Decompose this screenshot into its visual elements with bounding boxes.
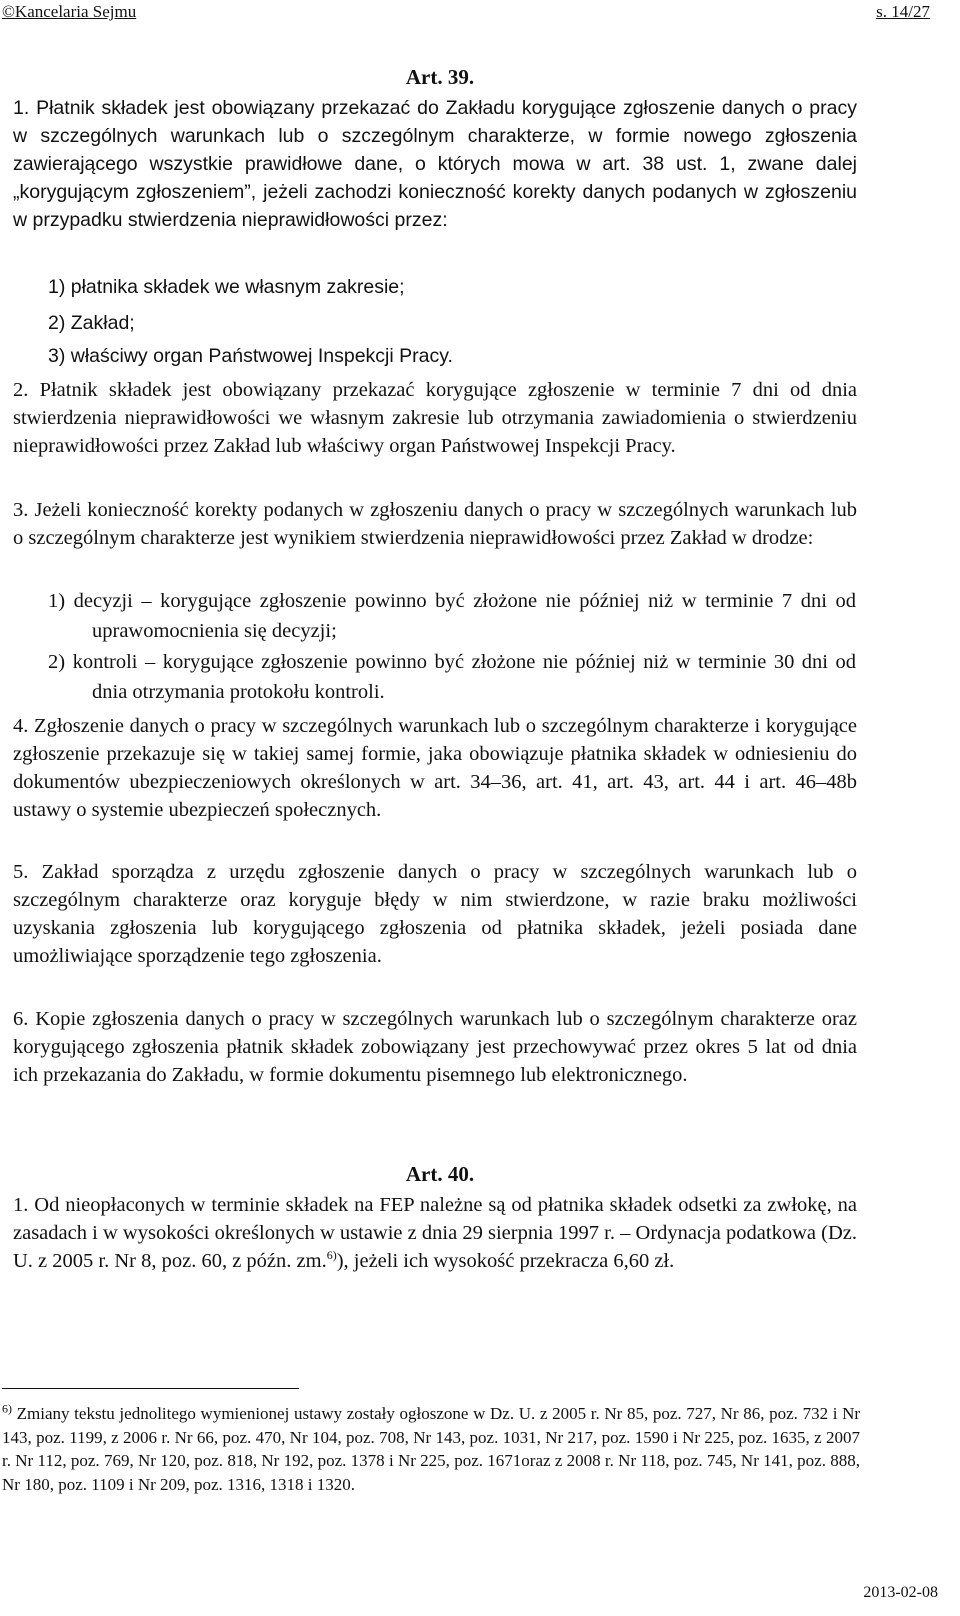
art39-paragraph-4: 4. Zgłoszenie danych o pracy w szczególnych warunkach lub o szczególnym charakterze i korygujące zgłoszenie przekazuje się w takiej samej formie, jaka obowiązuje płatnika składek w odniesieniu do dokumentów ubezpieczeniowych określonych w art. 34–36, art. 41, art. 43, art. 44 i art. 46–48b ustawy o systemie ubezpieczeń społecznych. xyxy=(13,715,857,821)
article-40-title: Art. 40. xyxy=(405,1162,475,1186)
art39-p3-item-1: 1) decyzji – korygujące zgłoszenie powinno być złożone nie później niż w terminie 7 dni od uprawomocnienia się decyzji; xyxy=(48,590,856,642)
footnote-mark: 6) xyxy=(2,1401,12,1416)
art39-paragraph-6: 6. Kopie zgłoszenia danych o pracy w szczególnych warunkach lub o szczególnym charakterze oraz korygującego zgłoszenia płatnik składek zobowiązany jest przechowywać przez okres 5 lat od dnia ich przekazania do Zakładu, w formie dokumentu pisemnego lub elektronicznego. xyxy=(13,1008,857,1086)
art39-p1-item-3: 3) właściwy organ Państwowej Inspekcji Pracy. xyxy=(48,345,453,367)
footer-date: 2013-02-08 xyxy=(863,1584,938,1601)
art39-p1-item-2: 2) Zakład; xyxy=(48,312,135,334)
art39-p3-item-2: 2) kontroli – korygujące zgłoszenie powinno być złożone nie później niż w terminie 30 dni od dnia otrzymania protokołu kontroli. xyxy=(48,651,856,703)
art40-p1-text: 1. Od nieopłaconych w terminie składek na FEP należne są od płatnika składek odsetki za zwłokę, na zasadach i w wysokości określonych w ustawie z dnia 29 sierpnia 1997 r. – Ordynacja podatkowa (Dz. U. z 2005 r. Nr 8, poz. 60, z późn. zm. xyxy=(13,1194,857,1272)
footnote-text: Zmiany tekstu jednolitego wymienionej ustawy zostały ogłoszone w Dz. U. z 2005 r. Nr 85, poz. 727, Nr 86, poz. 732 i Nr 143, poz. 1199, z 2006 r. Nr 66, poz. 470, Nr 104, poz. 708, Nr 143, poz. 1031, Nr 217, poz. 1590 i Nr 225, poz. 1635, z 2007 r. Nr 112, poz. 769, Nr 120, poz. 818, Nr 192, poz. 1378 i Nr 225, poz. 1671oraz z 2008 r. Nr 118, poz. 745, Nr 141, poz. 888, Nr 180, poz. 1109 i Nr 209, poz. 1316, 1318 i 1320. xyxy=(2,1404,861,1494)
header-publisher: ©Kancelaria Sejmu xyxy=(2,2,137,21)
art39-paragraph-1: 1. Płatnik składek jest obowiązany przekazać do Zakładu korygujące zgłoszenie danych o pracy w szczególnych warunkach lub o szczególnym charakterze, w formie nowego zgłoszenia zawierającego wszystkie prawidłowe dane, o których mowa w art. 38 ust. 1, zwane dalej „korygującym zgłoszeniem”, jeżeli zachodzi konieczność korekty danych podanych w zgłoszeniu w przypadku stwierdzenia nieprawidłowości przez: xyxy=(13,97,857,231)
article-39-title: Art. 39. xyxy=(405,65,475,89)
art40-p1-text-end: ), jeżeli ich wysokość przekracza 6,60 zł. xyxy=(336,1250,675,1272)
header-page-number: s. 14/27 xyxy=(876,2,930,21)
footnote xyxy=(2,1402,860,1496)
art39-paragraph-2: 2. Płatnik składek jest obowiązany przekazać korygujące zgłoszenie w terminie 7 dni od dnia stwierdzenia nieprawidłowości we własnym zakresie lub otrzymania zawiadomienia o stwierdzeniu nieprawidłowości przez Zakład lub właściwy organ Państwowej Inspekcji Pracy. xyxy=(13,379,857,457)
art39-paragraph-3: 3. Jeżeli konieczność korekty podanych w zgłoszeniu danych o pracy w szczególnych warunkach lub o szczególnym charakterze jest wynikiem stwierdzenia nieprawidłowości przez Zakład w drodze: xyxy=(13,499,857,549)
art39-paragraph-5: 5. Zakład sporządza z urzędu zgłoszenie danych o pracy w szczególnych warunkach lub o szczególnym charakterze oraz koryguje błędy w nim stwierdzone, w razie braku możliwości uzyskania zgłoszenia lub korygującego zgłoszenia od płatnika składek, jeżeli posiada dane umożliwiające sporządzenie tego zgłoszenia. xyxy=(13,861,857,967)
art40-paragraph-1 xyxy=(13,1191,857,1275)
footnote-separator xyxy=(2,1388,299,1389)
art39-p1-item-1: 1) płatnika składek we własnym zakresie; xyxy=(48,276,405,298)
footnote-reference: 6) xyxy=(326,1248,337,1263)
